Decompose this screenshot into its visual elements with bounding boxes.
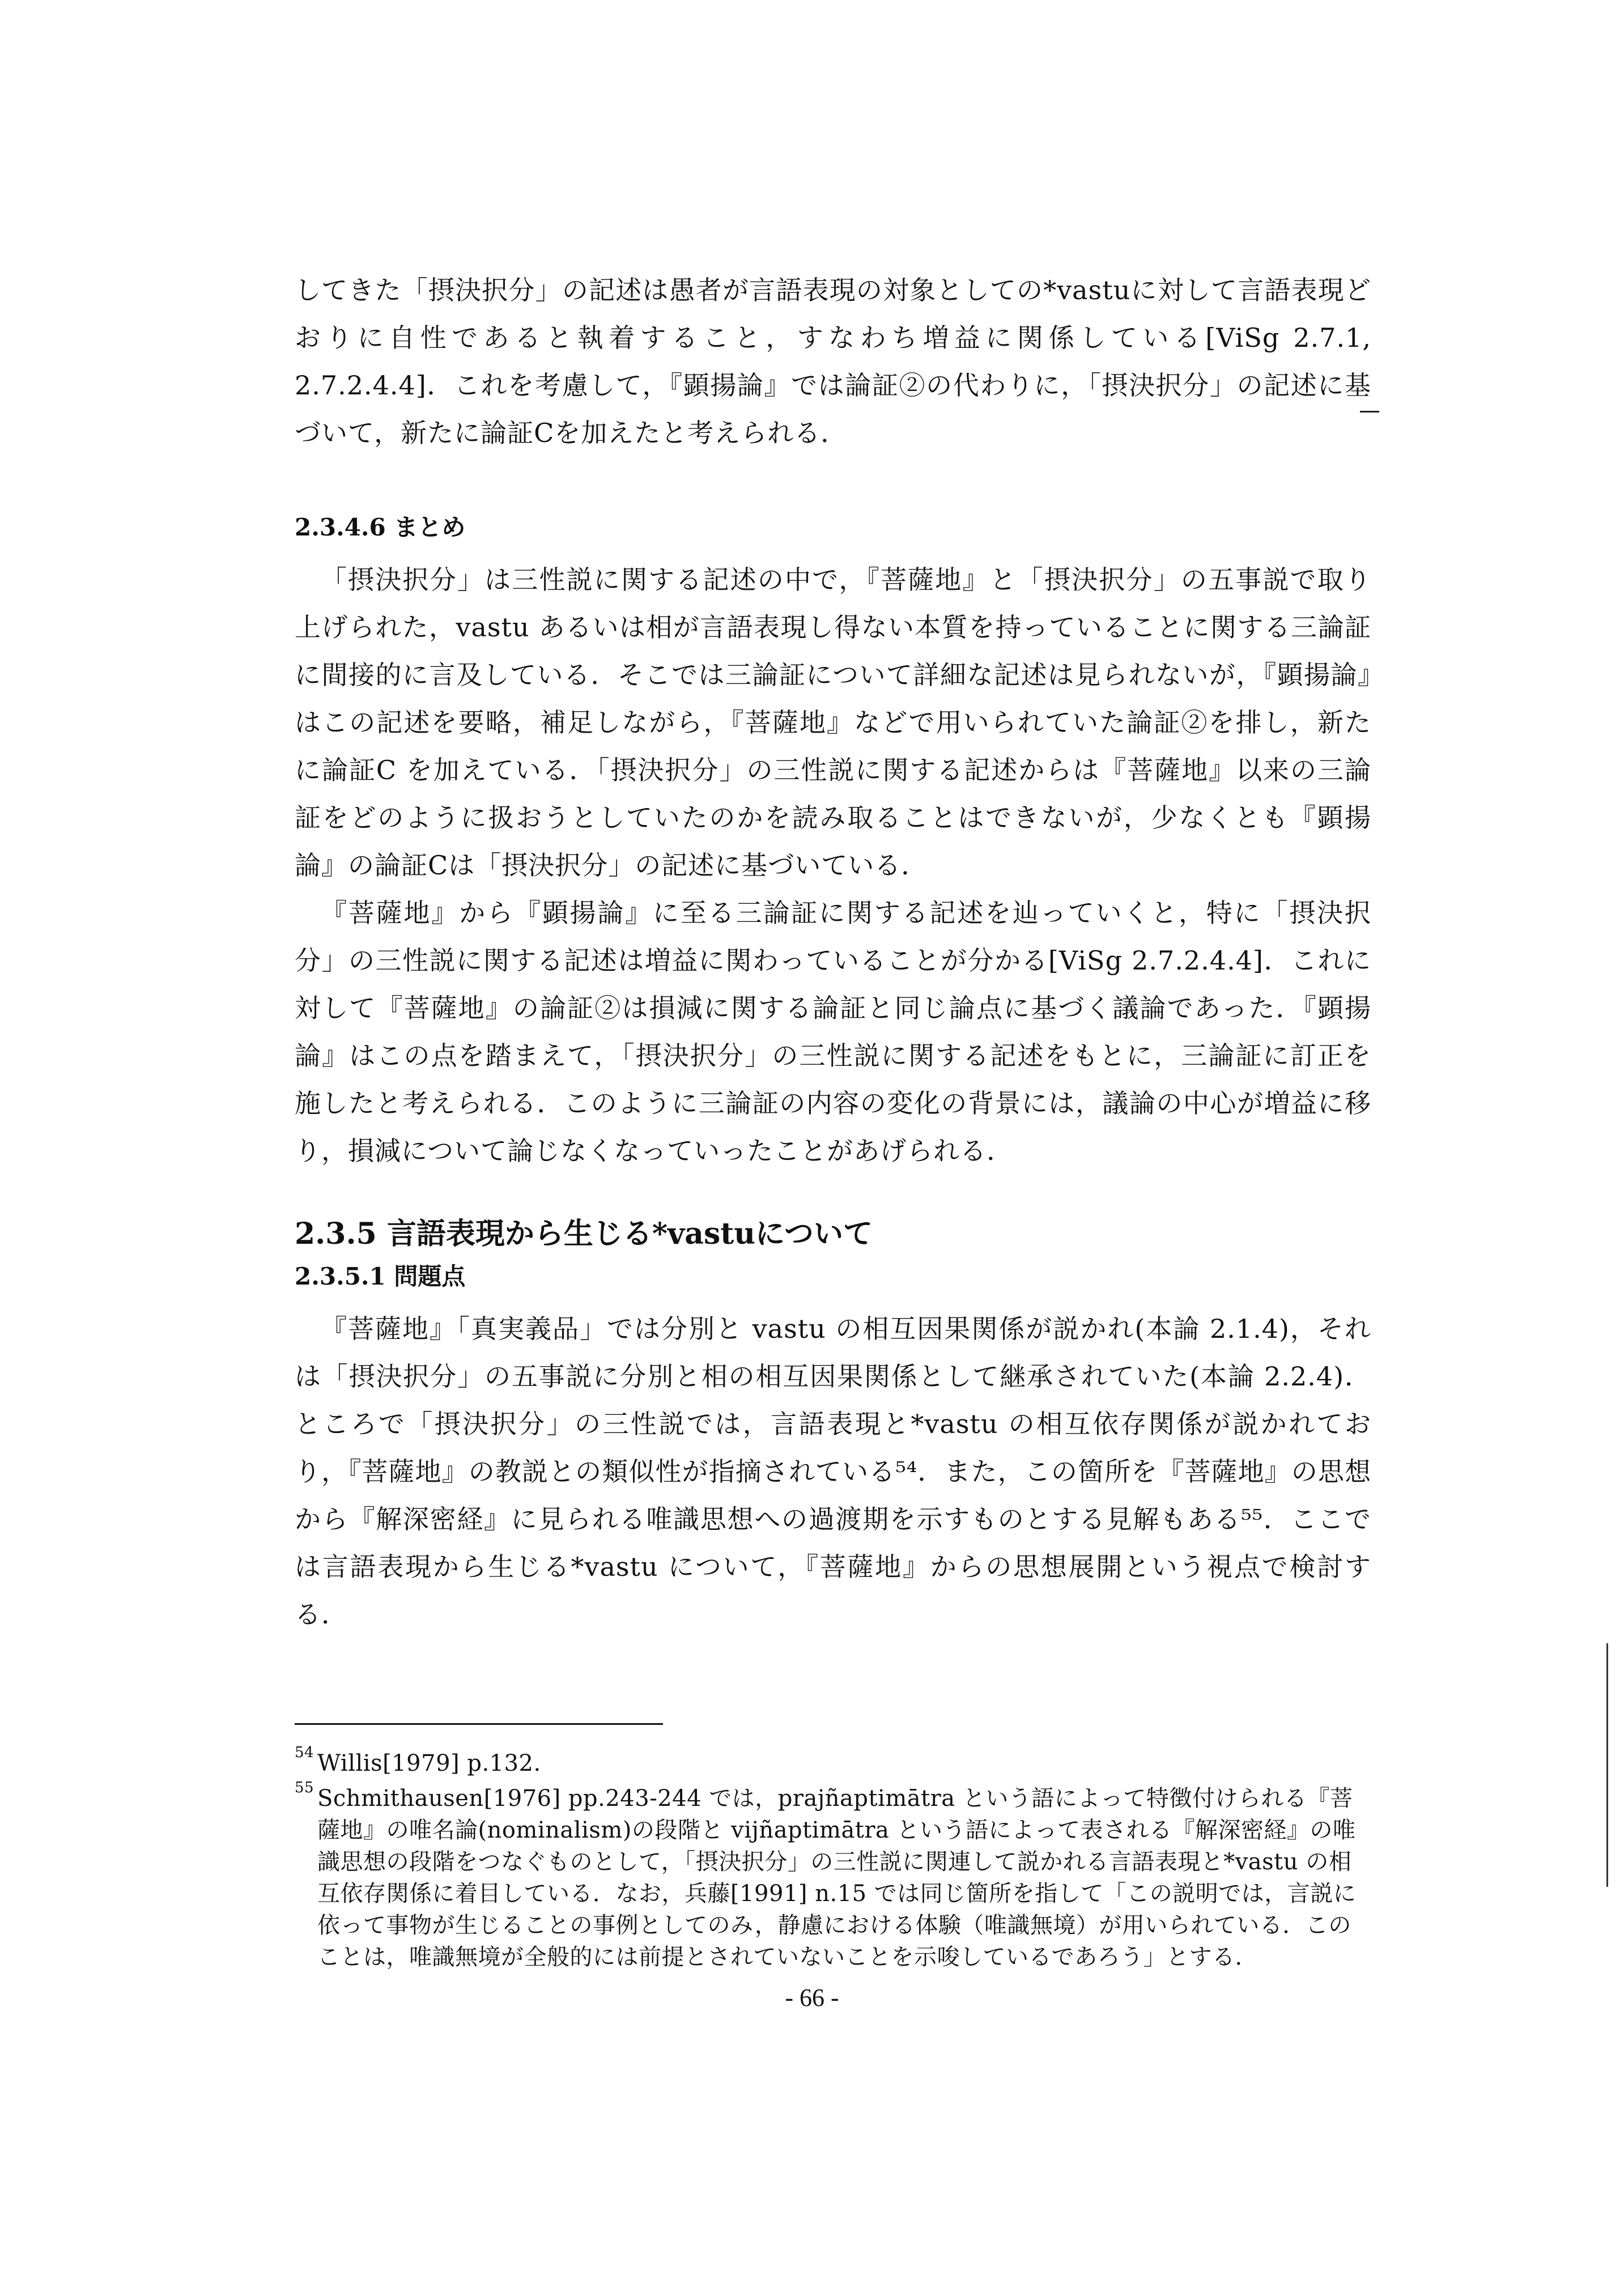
dash-mark: [1360, 411, 1379, 413]
paragraph-summary-1: 「摂決択分」は三性説に関する記述の中で，『菩薩地』と「摂決択分」の五事説で取り上げられた，vastu あるいは相が言語表現し得ない本質を持っていることに関する三論証に間接的に言及している．そこでは三論証について詳細な記述は見られないが，『顕揚論』はこの記述を要略，補足しながら，『菩薩地』などで用いられていた論証②を排し，新たに論証C を加えている．「摂決択分」の三性説に関する記述からは『菩薩地』以来の三論証をどのように扱おうとしていたのかを読み取ることはできないが，少なくとも『顕揚論』の論証Cは「摂決択分」の記述に基づいている．: [295, 564, 1371, 881]
page-number: - 66 -: [785, 1984, 839, 2012]
paragraph-intro: してきた「摂決択分」の記述は愚者が言語表現の対象としての*vastuに対して言語表現どおりに自性であると執着すること，すなわち増益に関係している[ViSg 2.7.1, 2.7.2.4.4]．これを考慮して，『顕揚論』では論証②の代わりに，「摂決択分」の記述に基づいて，新たに論証Cを加えたと考えられる．: [295, 275, 1371, 448]
footnote-text: Schmithausen[1976] pp.243-244 では，prajñaptimātra という語によって特徴付けられる『菩薩地』の唯名論(nominalism)の段階と vijñaptimātra という語によって表される『解深密経』の唯識思想の段階をつなぐものとして，「摂決択分」の三性説に関連して説かれる言語表現と*vastu の相互依存関係に着目している．なお，兵藤[1991] n.15 では同じ箇所を指して「この説明では，言説に依って事物が生じることの事例としてのみ，静慮における体験（唯識無境）が用いられている．このことは，唯識無境が全般的には前提とされていないことを示唆しているであろう」とする．: [317, 1785, 1357, 1970]
scan-edge-line: [1606, 1643, 1608, 1887]
footnote-separator: [295, 1723, 663, 1725]
footnotes: [295, 1744, 1371, 1973]
footnote-54: [295, 1744, 1371, 1779]
section-heading-2346: 2.3.4.6 まとめ: [295, 513, 466, 541]
footnote-55: [295, 1779, 1371, 1973]
paragraph-summary-2: 『菩薩地』から『顕揚論』に至る三論証に関する記述を辿っていくと，特に「摂決択分」の三性説に関する記述は増益に関わっていることが分かる[ViSg 2.7.2.4.4]．これに対して『菩薩地』の論証②は損減に関する論証と同じ論点に基づく議論であった．『顕揚論』はこの点を踏まえて，「摂決択分」の三性説に関する記述をもとに，三論証に訂正を施したと考えられる．このように三論証の内容の変化の背景には，議論の中心が増益に移り，損減について論じなくなっていったことがあげられる．: [295, 898, 1371, 1166]
footnote-text: Willis[1979] p.132.: [317, 1750, 541, 1776]
section-heading-2351: 2.3.5.1 問題点: [295, 1262, 466, 1290]
paragraph-problem: 『菩薩地』「真実義品」では分別と vastu の相互因果関係が説かれ(本論 2.1.4)，それは「摂決択分」の五事説に分別と相の相互因果関係として継承されていた(本論 2.2.4)．ところで「摂決択分」の三性説では，言語表現と*vastu の相互依存関係が説かれており，『菩薩地』の教説との類似性が指摘されている⁵⁴．また，この箇所を『菩薩地』の思想から『解深密経』に見られる唯識思想への過渡期を示すものとする見解もある⁵⁵．ここでは言語表現から生じる*vastu について，『菩薩地』からの思想展開という視点で検討する．: [295, 1313, 1371, 1630]
footnote-number: 54: [295, 1744, 314, 1761]
footnote-number: 55: [295, 1779, 314, 1796]
page-body: [295, 266, 1371, 1976]
section-heading-235: 2.3.5 言語表現から生じる*vastuについて: [295, 1217, 873, 1251]
